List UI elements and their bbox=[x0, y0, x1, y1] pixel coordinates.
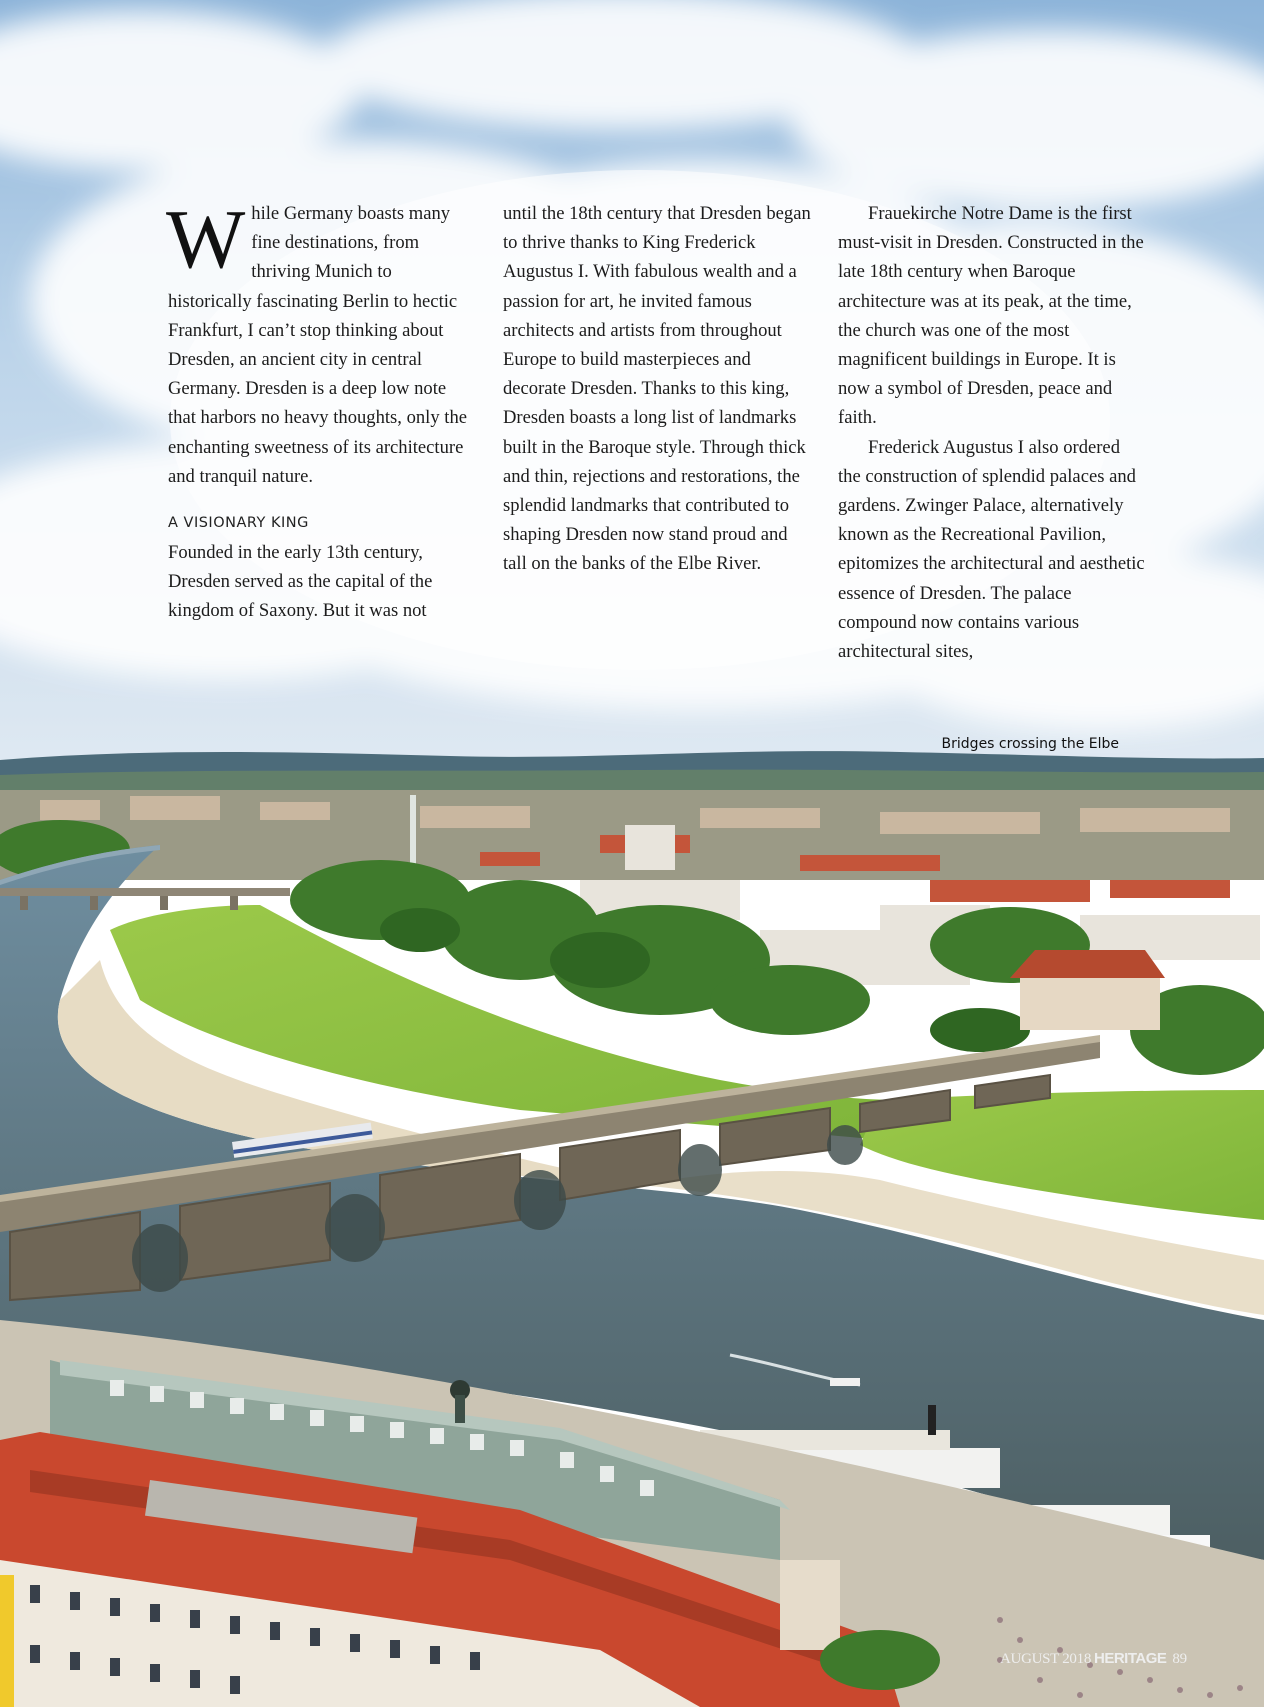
issue-date: AUGUST 2018 bbox=[1000, 1651, 1092, 1667]
text-column-1 bbox=[166, 193, 476, 626]
zwinger-paragraph: Frederick Augustus I also ordered the construction of splendid palaces and gardens. Zwinger Palace, alternatively known as the Recreational Pavilion, epitomizes the architectural and aesthetic essence of Dresden. The palace compound now contains various architectural sites, bbox=[838, 436, 1145, 663]
page-number: 89 bbox=[1172, 1651, 1187, 1667]
magazine-name: HERITAGE bbox=[1094, 1650, 1167, 1667]
body-paragraph: until the 18th century that Dresden began to thrive thanks to King Frederick Augustus I. With fabulous wealth and a passion for art, he invited famous architects and artists from throughout Europe to build masterpieces and decorate Dresden. Thanks to this king, Dresden boasts a long list of landmarks built in the Baroque style. Through thick and thin, rejections and restorations, the splendid landmarks that contributed to shaping Dresden now stand proud and tall on the banks of the Elbe River. bbox=[503, 203, 811, 575]
text-column-2 bbox=[503, 199, 811, 579]
photo-caption: Bridges crossing the Elbe bbox=[941, 736, 1119, 752]
text-column-3 bbox=[838, 199, 1146, 666]
frauenkirche-paragraph: Frauekirche Notre Dame is the first must-visit in Dresden. Constructed in the late 18th century when Baroque architecture was at its peak, at the time, the church was one of the most magnificent buildings in Europe. It is now a symbol of Dresden, peace and faith. bbox=[838, 203, 1144, 429]
intro-paragraph: hile Germany boasts many fine destinations, from thriving Munich to historically fascinating Berlin to hectic Frankfurt, I can’t stop thinking about Dresden, an ancient city in central Germany. Dresden is a deep low note that harbors no heavy thoughts, only the enchanting sweetness of its architecture and tranquil nature. bbox=[168, 203, 467, 487]
page-footer bbox=[1000, 1650, 1187, 1668]
section-subheading: A VISIONARY KING bbox=[168, 515, 309, 532]
drop-cap: W bbox=[166, 193, 246, 286]
section-paragraph: Founded in the early 13th century, Dresden served as the capital of the kingdom of Saxony. But it was not bbox=[168, 542, 433, 622]
